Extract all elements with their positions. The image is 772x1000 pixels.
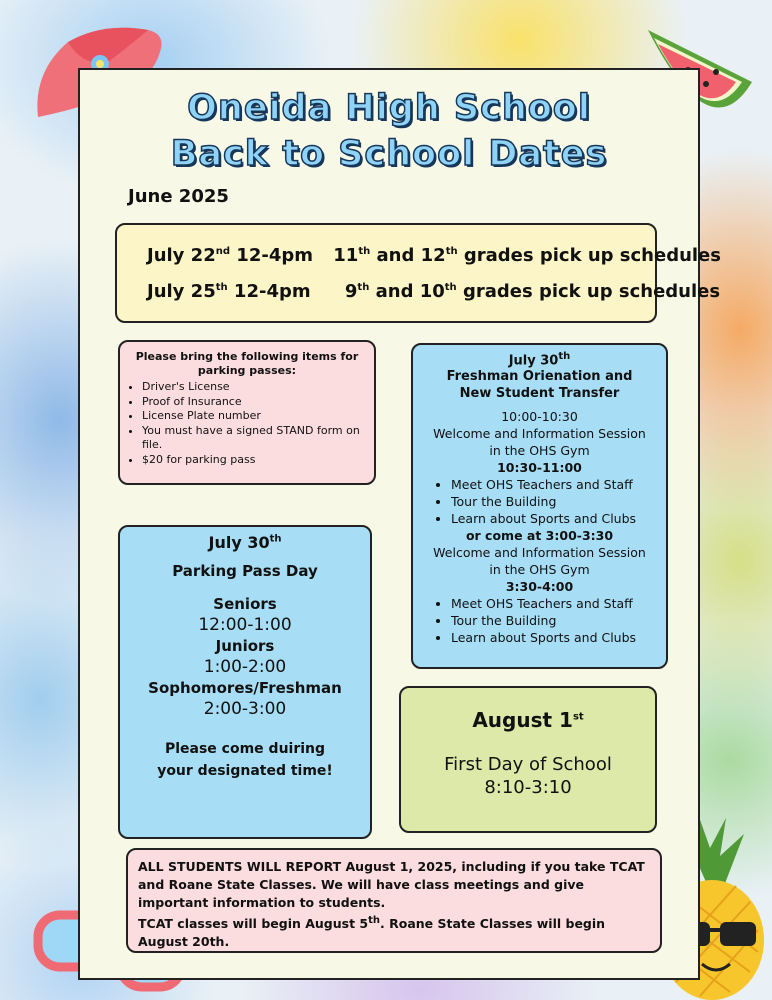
parking-items-heading: Please bring the following items for parking passes:: [135, 350, 359, 377]
alternate-session-label: or come at 3:00-3:30: [465, 528, 614, 544]
group-name: Sophomores/Freshman: [148, 679, 342, 697]
freshman-title: Freshman Orienation and New Student Transfer: [446, 369, 633, 402]
list-item: • License Plate number: [142, 409, 366, 424]
group-name: Juniors: [215, 637, 275, 655]
group-time: 1:00-2:00: [203, 657, 287, 677]
list-item: • $20 for parking pass: [142, 453, 366, 468]
list-item: • Tour the Building: [451, 612, 666, 629]
session-time: 10:00-10:30: [501, 409, 578, 425]
session-time: 10:30-11:00: [497, 460, 582, 476]
group-time: 12:00-1:00: [198, 615, 292, 635]
notice-line: ALL STUDENTS WILL REPORT August 1, 2025, including if you take TCAT and Roane State Classes. We will have class meetings and give important information to students.: [138, 859, 645, 910]
date-label: June 2025: [128, 186, 229, 207]
notice-line: TCAT classes will begin August 5th. Roane State Classes will begin August 20th.: [138, 915, 606, 950]
list-item: • Meet OHS Teachers and Staff: [451, 595, 666, 612]
pickup-row: July 25th 12-4pm 9th and 10th grades pick up schedules: [147, 281, 721, 302]
notice-text: [128, 850, 660, 951]
parking-day-note: Please come duiring your designated time!: [157, 741, 333, 779]
parking-schedule: [120, 594, 370, 720]
group-name: Seniors: [213, 595, 277, 613]
parking-pass-day-box: [118, 525, 372, 839]
list-item: • You must have a signed STAND form on file.: [142, 424, 366, 453]
first-day-box: [399, 686, 657, 833]
schedule-pickup-box: [115, 223, 721, 323]
pickup-row: July 22nd 12-4pm 11th and 12th grades pick up schedules: [147, 245, 721, 266]
parking-items-box: [118, 340, 376, 485]
activities-list: [413, 595, 666, 646]
list-item: • Meet OHS Teachers and Staff: [451, 476, 666, 493]
freshman-orientation-box: [411, 343, 668, 669]
session-description: Welcome and Information Session in the OHS Gym: [433, 545, 646, 578]
parking-day-title: Parking Pass Day: [172, 562, 318, 580]
back-to-school-title: Back to School Dates: [170, 134, 608, 174]
list-item: • Learn about Sports and Clubs: [451, 629, 666, 646]
group-time: 2:00-3:00: [203, 699, 287, 719]
school-name-title: Oneida High School: [187, 88, 591, 128]
list-item: • Driver's License: [142, 380, 366, 395]
first-day-label: First Day of School: [444, 754, 612, 775]
parking-day-date: July 30th: [208, 533, 282, 552]
first-day-time: 8:10-3:10: [484, 777, 572, 798]
session-description: Welcome and Information Session in the OHS Gym: [433, 426, 646, 459]
list-item: • Learn about Sports and Clubs: [451, 510, 666, 527]
parking-items-list: [120, 380, 374, 467]
list-item: • Tour the Building: [451, 493, 666, 510]
freshman-date: July 30th: [508, 351, 571, 369]
notice-box: [126, 848, 662, 953]
first-day-date: August 1st: [472, 708, 584, 732]
activities-list: [413, 476, 666, 527]
list-item: • Proof of Insurance: [142, 395, 366, 410]
session-time: 3:30-4:00: [505, 579, 574, 595]
